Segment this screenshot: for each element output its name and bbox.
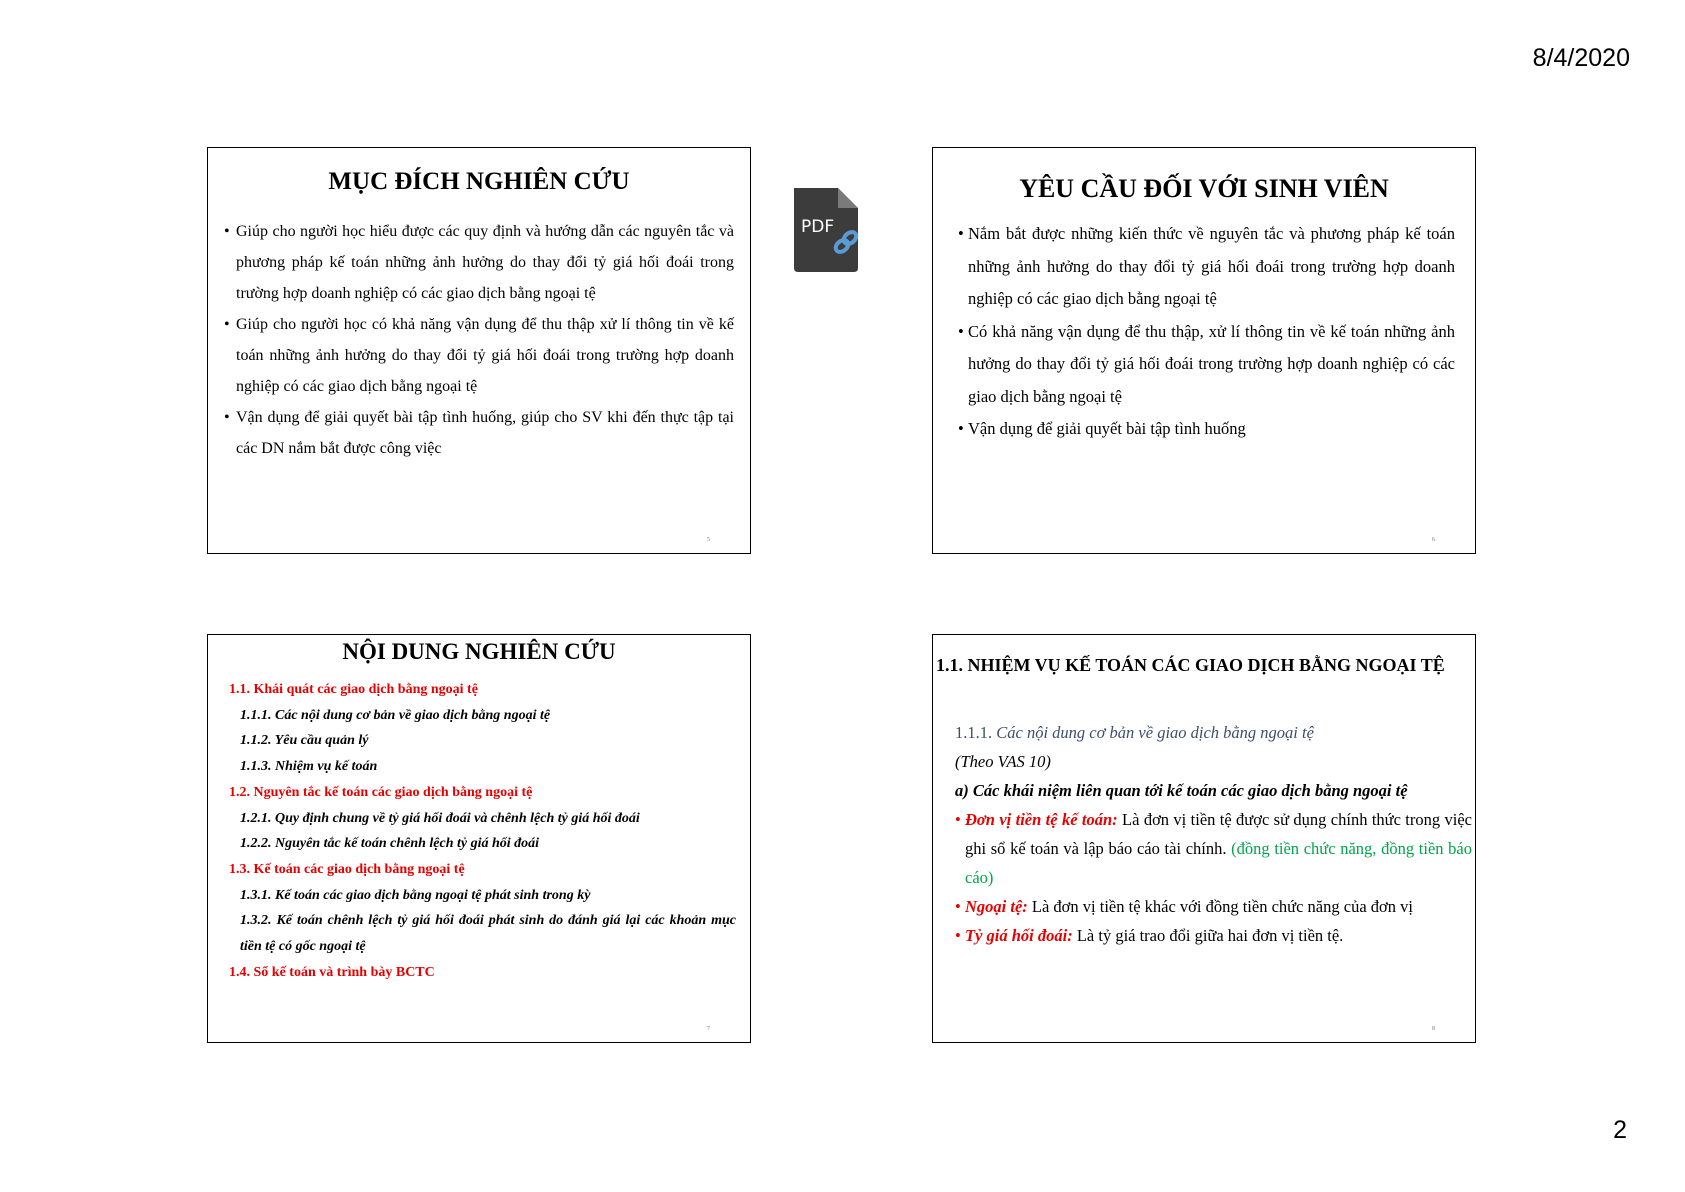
slide-number: 5 [707,537,710,543]
bullet-icon: • [224,223,230,240]
definition-item: • Tỷ giá hối đoái: Là tỷ giá trao đổi giữa hai đơn vị tiền tệ. [955,921,1472,950]
pdf-label: PDF [801,217,835,237]
slide-content [955,718,1472,950]
slide-title: MỤC ĐÍCH NGHIÊN CỨU [328,168,630,195]
toc-item: 1.3.1. Kế toán các giao dịch bằng ngoại tệ phát sinh trong kỳ [240,887,591,903]
bullet-icon: • [224,409,230,426]
bullet-icon: • [955,926,961,945]
toc-item: 1.2.1. Quy định chung về tỷ giá hối đoái và chênh lệch tỷ giá hối đoái [240,810,640,826]
table-of-contents [229,677,736,985]
slide-title: 1.1. NHIỆM VỤ KẾ TOÁN CÁC GIAO DỊCH BẰNG NGOẠI TỆ [936,655,1445,675]
list-item: • Vận dụng để giải quyết bài tập tình huống [958,413,1455,446]
toc-item: 1.1.3. Nhiệm vụ kế toán [240,759,378,775]
toc-item: 1.2.2. Nguyên tắc kế toán chênh lệch tỷ giá hối đoái [240,836,540,852]
list-item: • Nắm bắt được những kiến thức về nguyên tắc và phương pháp kế toán những ảnh hưởng do thay đổi tỷ giá hối đoái trong trường hợp doanh nghiệp có các giao dịch bằng ngoại tệ [958,218,1455,316]
toc-item: 1.3.2. Kế toán chênh lệch tỷ giá hối đoái phát sinh do đánh giá lại các khoản mục tiền tệ có gốc ngoại tệ [240,913,736,955]
list-item: • Có khả năng vận dụng để thu thập, xử lí thông tin về kế toán những ảnh hưởng do thay đổi tỷ giá hối đoái trong trường hợp doanh nghiệp có các giao dịch bằng ngoại tệ [958,316,1455,414]
slide-number: 6 [1432,537,1435,543]
bullet-icon: • [955,810,961,829]
page-date: 8/4/2020 [1532,44,1630,72]
slide-muc-dich [207,147,751,554]
toc-item: 1.3. Kế toán các giao dịch bằng ngoại tệ [229,861,465,877]
list-item: • Vận dụng để giải quyết bài tập tình huống, giúp cho SV khi đến thực tập tại các DN nắm bắt được công việc [224,402,734,464]
slide-number: 8 [1432,1026,1435,1032]
page-number: 2 [1613,1116,1627,1144]
list-item: • Giúp cho người học hiểu được các quy định và hướng dẫn các nguyên tắc và phương pháp kế toán những ảnh hưởng do thay đổi tỷ giá hối đoái trong trường hợp doanh nghiệp có các giao dịch bằng ngoại tệ [224,216,734,309]
bullet-icon: • [958,419,964,438]
slide-number: 7 [707,1026,710,1032]
toc-item: 1.1. Khái quát các giao dịch bằng ngoại tệ [229,682,478,697]
toc-item: 1.1.1. Các nội dung cơ bản về giao dịch bằng ngoại tệ [240,707,551,723]
bullet-icon: • [224,316,230,333]
slide-noi-dung [207,634,751,1043]
slide-nhiem-vu [932,634,1476,1043]
heading-a: a) Các khái niệm liên quan tới kế toán các giao dịch bằng ngoại tệ [955,781,1408,800]
pdf-link-icon[interactable] [790,184,862,274]
bullet-icon: • [958,321,964,341]
toc-item: 1.1.2. Yêu cầu quản lý [240,733,369,749]
bullet-icon: • [958,224,964,243]
toc-item: 1.4. Sổ kế toán và trình bày BCTC [229,964,435,980]
subsection-heading: 1.1.1. Các nội dung cơ bản về giao dịch bằng ngoại tệ [955,723,1314,742]
toc-item: 1.2. Nguyên tắc kế toán các giao dịch bằng ngoại tệ [229,784,533,800]
slide-title: NỘI DUNG NGHIÊN CỨU [342,639,616,664]
definition-item: • Đơn vị tiền tệ kế toán: Là đơn vị tiền tệ được sử dụng chính thức trong việc ghi sổ kế toán và lập báo cáo tài chính. (đồng tiền chức năng, đồng tiền báo cáo) [955,805,1472,892]
source-note: (Theo VAS 10) [955,752,1051,771]
bullet-icon: • [955,897,961,916]
bullet-list [224,216,734,464]
definition-item: • Ngoại tệ: Là đơn vị tiền tệ khác với đồng tiền chức năng của đơn vị [955,892,1472,921]
slide-yeu-cau [932,147,1476,554]
bullet-list [958,218,1455,446]
slide-title: YÊU CẦU ĐỐI VỚI SINH VIÊN [1019,174,1389,203]
list-item: • Giúp cho người học có khả năng vận dụng để thu thập xử lí thông tin về kế toán những ảnh hưởng do thay đổi tỷ giá hối đoái trong trường hợp doanh nghiệp có các giao dịch bằng ngoại tệ [224,309,734,402]
